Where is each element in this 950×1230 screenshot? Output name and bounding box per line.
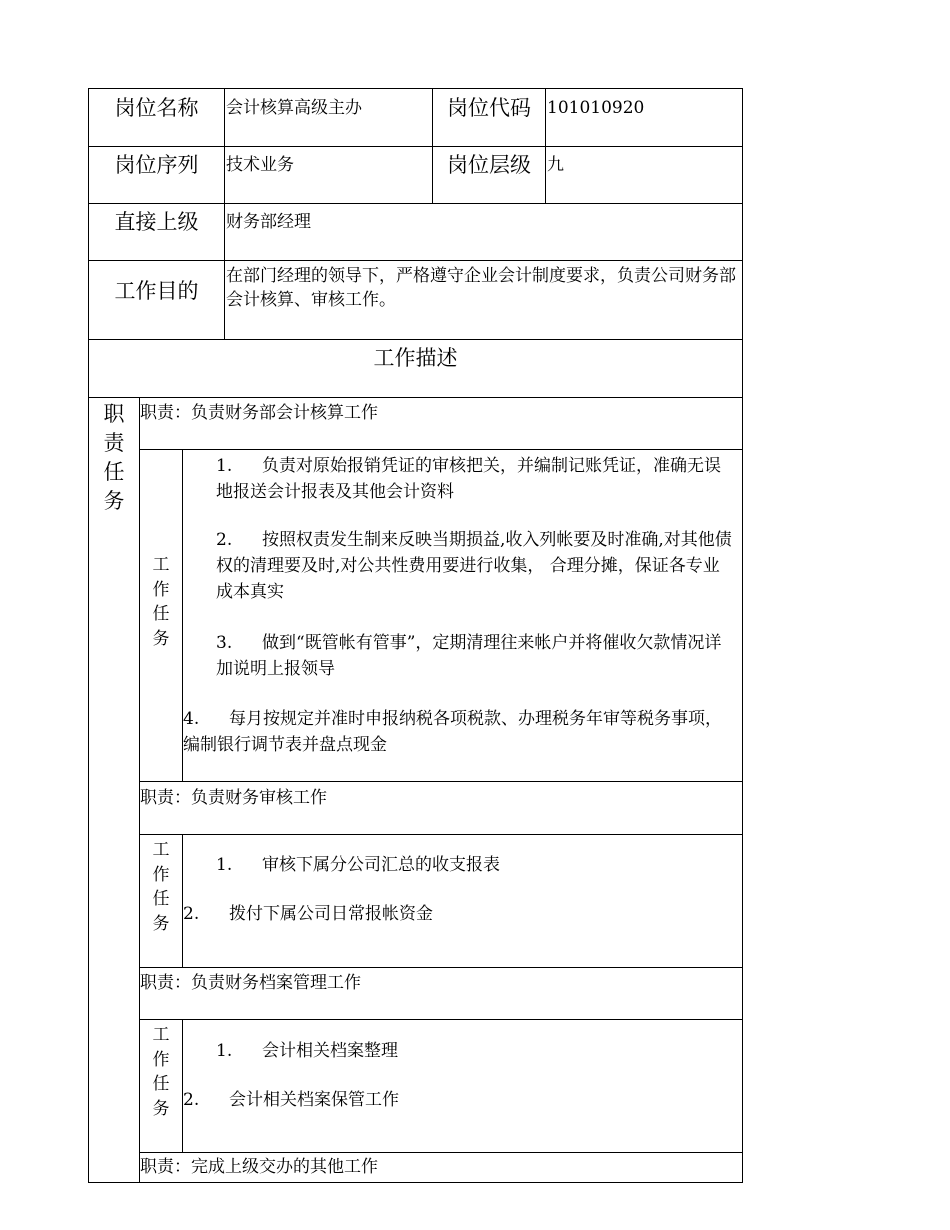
task-label: 工 作 任 务 — [152, 555, 170, 649]
task-number: 4. — [183, 709, 200, 729]
task-label: 工 作 任 务 — [152, 1025, 170, 1119]
duty-title: 职责：负责财务档案管理工作 — [140, 973, 361, 993]
task-number: 2. — [183, 1090, 200, 1110]
task-item: 2. 按照权责发生制来反映当期损益,收入列帐要及时准确,对其他债权的清理要及时,对公共性费用要进行收集， 合理分摊，保证各专业成本真实 — [216, 527, 736, 605]
position-level-value: 九 — [547, 155, 564, 175]
goal-label: 工作目的 — [114, 279, 199, 303]
task-number: 2. — [216, 530, 233, 550]
task-item: 1. 审核下属分公司汇总的收支报表 — [216, 852, 736, 878]
task-label: 工 作 任 务 — [152, 840, 170, 934]
task-number: 1. — [216, 456, 233, 476]
position-seq-value: 技术业务 — [226, 155, 294, 175]
duty-title: 职责：负责财务审核工作 — [140, 788, 327, 808]
duty-title: 职责：负责财务部会计核算工作 — [140, 403, 378, 423]
position-level-label: 岗位层级 — [447, 153, 531, 177]
description-title: 工作描述 — [373, 346, 458, 370]
task-item: 2. 会计相关档案保管工作 — [183, 1087, 738, 1113]
duty-section-label: 职 责 任 务 — [103, 402, 125, 513]
task-number: 3. — [216, 633, 233, 653]
task-item: 4. 每月按规定并准时申报纳税各项税款、办理税务年审等税务事项，编制银行调节表并盘点现金 — [183, 706, 738, 758]
position-seq-label: 岗位序列 — [114, 153, 199, 177]
task-item: 3. 做到“既管帐有管事”，定期清理往来帐户并将催收欠款情况详加说明上报领导 — [216, 630, 736, 682]
task-number: 1. — [216, 1041, 233, 1061]
duty-title: 职责：完成上级交办的其他工作 — [140, 1157, 378, 1177]
position-name-label: 岗位名称 — [114, 96, 199, 120]
task-item: 1. 会计相关档案整理 — [216, 1038, 736, 1064]
position-code-value: 101010920 — [547, 98, 645, 118]
task-number: 1. — [216, 855, 233, 875]
superior-value: 财务部经理 — [226, 212, 311, 232]
task-item: 2. 拨付下属公司日常报帐资金 — [183, 901, 738, 927]
task-item: 1. 负责对原始报销凭证的审核把关，并编制记账凭证，准确无误地报送会计报表及其他会计资料 — [216, 453, 736, 505]
position-name-value: 会计核算高级主办 — [226, 98, 362, 118]
goal-value: 在部门经理的领导下，严格遵守企业会计制度要求，负责公司财务部会计核算、审核工作。 — [226, 266, 736, 310]
task-number: 2. — [183, 904, 200, 924]
position-code-label: 岗位代码 — [447, 96, 531, 120]
superior-label: 直接上级 — [114, 210, 199, 234]
